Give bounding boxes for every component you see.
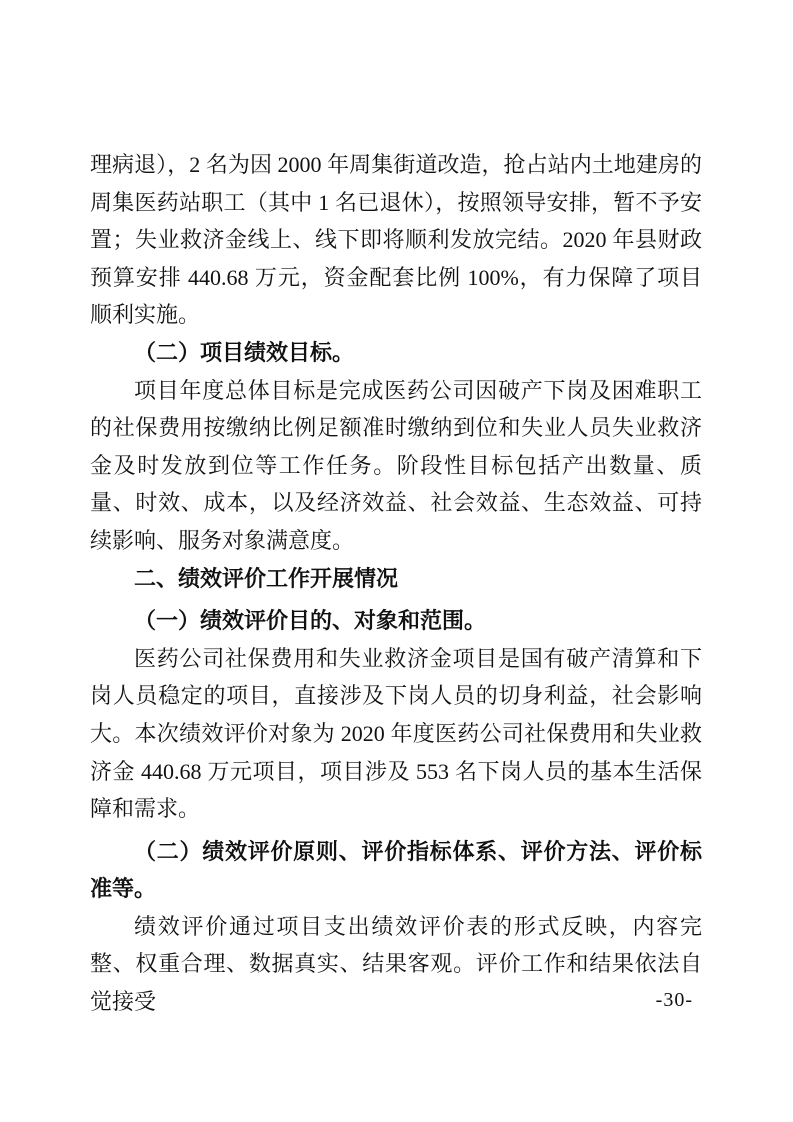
subsection-heading-evaluation-purpose: （一）绩效评价目的、对象和范围。 — [134, 608, 487, 634]
section-heading-evaluation-work: 二、绩效评价工作开展情况 — [134, 565, 399, 591]
subsection-heading-project-performance-goals: （二）项目绩效目标。 — [134, 339, 355, 365]
body-paragraph-continuation: 理病退），2 名为因 2000 年周集街道改造，抢占站内土地建房的周集医药站职工（其中 1 名已退休），按照领导安排，暂不予安置；失业救济金线上、线下即将顺利发放完结。2020 年县财政预算安排 440.68 万元，资金配套比例 100%，有力保障了项目顺利实施。 — [90, 152, 702, 328]
subsection-heading-evaluation-principles: （二）绩效评价原则、评价指标体系、评价方法、评价标准等。 — [90, 838, 702, 902]
document-body — [90, 146, 702, 1021]
body-paragraph-goals: 项目年度总体目标是完成医药公司因破产下岗及困难职工的社保费用按缴纳比例足额准时缴纳到位和失业人员失业救济金及时发放到位等工作任务。阶段性目标包括产出数量、质量、时效、成本，以及经济效益、社会效益、生态效益、可持续影响、服务对象满意度。 — [90, 377, 702, 553]
page-number: -30- — [655, 989, 693, 1011]
body-paragraph-evaluation-object: 医药公司社保费用和失业救济金项目是国有破产清算和下岗人员稳定的项目，直接涉及下岗人员的切身利益，社会影响大。本次绩效评价对象为 2020 年度医药公司社保费用和失业救济金 440.68 万元项目，项目涉及 553 名下岗人员的基本生活保障和需求。 — [90, 645, 702, 822]
body-paragraph-evaluation-method: 绩效评价通过项目支出绩效评价表的形式反映，内容完整、权重合理、数据真实、结果客观。评价工作和结果依法自觉接受 — [90, 913, 702, 1015]
